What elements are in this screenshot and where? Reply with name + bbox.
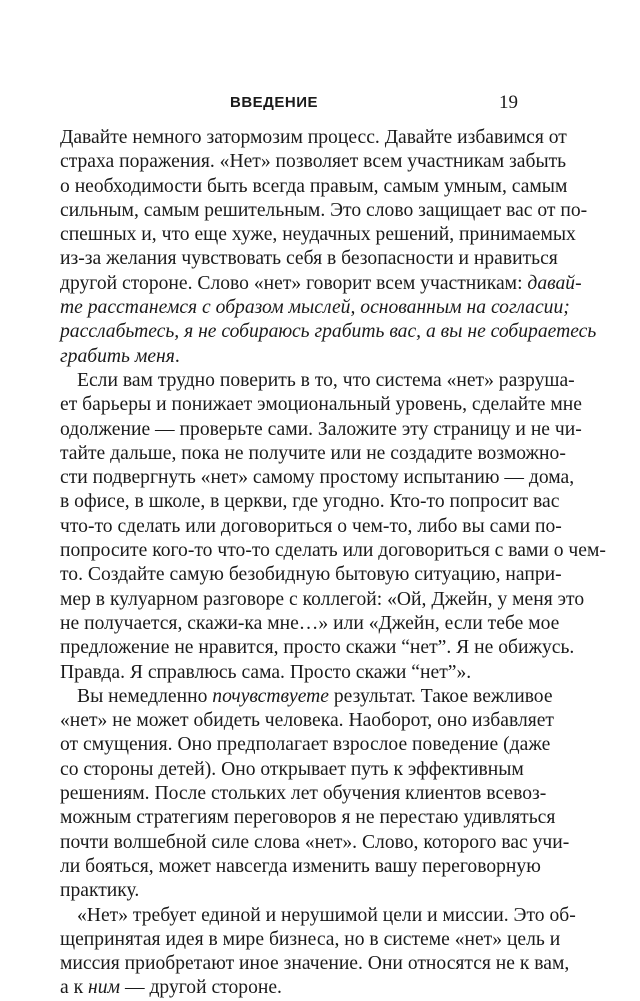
text-line bbox=[60, 782, 547, 806]
italic-text: давай- bbox=[527, 272, 582, 294]
text-line bbox=[60, 539, 606, 563]
text-run: то. Создайте самую безобидную бытовую ситуацию, напри- bbox=[60, 564, 562, 586]
text-line bbox=[60, 904, 576, 928]
text-run: спешных и, что еще хуже, неудачных решений, принимаемых bbox=[60, 224, 576, 246]
text-run: можным стратегиям переговоров я не перестаю удивляться bbox=[60, 807, 556, 829]
text-run: «Нет» требует единой и нерушимой цели и миссии. Это об- bbox=[77, 904, 576, 926]
text-line bbox=[60, 272, 582, 296]
italic-text: почувствуете bbox=[212, 685, 329, 707]
text-run: другой стороне. Слово «нет» говорит всем участникам: bbox=[60, 272, 528, 294]
text-line bbox=[60, 636, 575, 660]
text-run: тайте дальше, пока не получите или не создадите возможно- bbox=[60, 442, 566, 464]
text-run: щепринятая идея в мире бизнеса, но в системе «нет» цель и bbox=[60, 928, 561, 950]
text-run: Вы немедленно bbox=[77, 685, 213, 707]
text-run: результат. Такое вежливое bbox=[328, 685, 553, 707]
text-run: не получается, скажи-ка мне…» или «Джейн, если тебе мое bbox=[60, 612, 560, 634]
italic-text: расслабьтесь, я не собираюсь грабить вас, а вы не собираетесь bbox=[60, 321, 597, 343]
text-line bbox=[60, 563, 562, 587]
text-line bbox=[60, 879, 518, 903]
text-run: со стороны детей). Оно открывает путь к эффективным bbox=[60, 758, 524, 780]
paragraph bbox=[60, 126, 597, 369]
text-line bbox=[60, 831, 570, 855]
text-line bbox=[60, 320, 597, 344]
text-line bbox=[60, 661, 518, 685]
text-run: от смущения. Оно предполагает взрослое поведение (даже bbox=[60, 734, 551, 756]
text-run: о необходимости быть всегда правым, самым умным, самым bbox=[60, 175, 568, 197]
paragraph bbox=[60, 904, 576, 1001]
text-run: из-за желания чувствовать себя в безопасности и нравиться bbox=[60, 248, 558, 270]
text-run: «нет» не может обидеть человека. Наоборот, оно избавляет bbox=[60, 710, 554, 732]
text-run: ет барьеры и понижает эмоциональный уровень, сделайте мне bbox=[60, 394, 582, 416]
italic-text: ним bbox=[88, 977, 121, 999]
text-run: сильным, самым решительным. Это слово защищает вас от по- bbox=[60, 199, 588, 221]
text-line bbox=[60, 150, 567, 174]
text-run: мер в кулуарном разговоре с коллегой: «Ой, Джейн, у меня это bbox=[60, 588, 585, 610]
page-number: 19 bbox=[499, 92, 518, 113]
text-run: одолжение — проверьте сами. Заложите эту страницу и не чи- bbox=[60, 418, 582, 440]
text-line bbox=[60, 515, 562, 539]
text-run: а к bbox=[60, 977, 89, 999]
text-line bbox=[60, 928, 561, 952]
text-run: Если вам трудно поверить в то, что система «нет» разруша- bbox=[77, 369, 575, 391]
page-header bbox=[60, 92, 518, 118]
text-line bbox=[60, 952, 570, 976]
text-run: решениям. После стольких лет обучения клиентов всевоз- bbox=[60, 783, 547, 805]
text-line bbox=[60, 442, 566, 466]
italic-text: грабить меня bbox=[60, 345, 175, 367]
text-line bbox=[60, 126, 567, 150]
text-run: почти волшебной силе слова «нет». Слово, которого вас учи- bbox=[60, 831, 570, 853]
text-run: в офисе, в школе, в церкви, где угодно. Кто-то попросит вас bbox=[60, 491, 560, 513]
text-line bbox=[60, 175, 568, 199]
paragraph bbox=[60, 369, 606, 685]
text-line bbox=[60, 466, 575, 490]
text-run: Правда. Я справлюсь сама. Просто скажи “нет”». bbox=[60, 661, 472, 683]
text-run: — другой стороне. bbox=[120, 977, 282, 999]
text-run: . bbox=[174, 345, 180, 367]
text-line bbox=[60, 976, 518, 1000]
body-text bbox=[60, 126, 606, 1001]
text-line bbox=[60, 806, 556, 830]
text-run: ли бояться, может навсегда изменить вашу переговорную bbox=[60, 855, 541, 877]
italic-text: те расстанемся с образом мыслей, основанным на согласии; bbox=[60, 297, 570, 319]
text-line bbox=[60, 709, 554, 733]
text-line bbox=[60, 393, 582, 417]
text-run: предложение не нравится, просто скажи “нет”. Я не обижусь. bbox=[60, 637, 575, 659]
text-line bbox=[60, 733, 551, 757]
text-line bbox=[60, 758, 524, 782]
text-line bbox=[60, 345, 518, 369]
text-line bbox=[60, 588, 585, 612]
text-line bbox=[60, 612, 560, 636]
text-line bbox=[60, 199, 588, 223]
text-line bbox=[60, 296, 570, 320]
running-title: ВВЕДЕНИЕ bbox=[230, 94, 318, 111]
text-line bbox=[60, 418, 582, 442]
text-run: миссия приобретают иное значение. Они относятся не к вам, bbox=[60, 953, 570, 975]
text-line bbox=[60, 369, 575, 393]
text-line bbox=[60, 855, 541, 879]
text-run: практику. bbox=[60, 880, 140, 902]
text-line bbox=[60, 490, 560, 514]
text-line bbox=[60, 685, 553, 709]
text-line bbox=[60, 247, 558, 271]
paragraph bbox=[60, 685, 570, 904]
text-run: страха поражения. «Нет» позволяет всем участникам забыть bbox=[60, 151, 567, 173]
text-run: что-то сделать или договориться о чем-то, либо вы сами по- bbox=[60, 515, 562, 537]
text-line bbox=[60, 223, 576, 247]
text-run: Давайте немного затормозим процесс. Давайте избавимся от bbox=[60, 127, 567, 148]
text-run: попросите кого-то что-то сделать или договориться с вами о чем- bbox=[60, 540, 606, 562]
text-run: сти подвергнуть «нет» самому простому испытанию — дома, bbox=[60, 467, 575, 489]
